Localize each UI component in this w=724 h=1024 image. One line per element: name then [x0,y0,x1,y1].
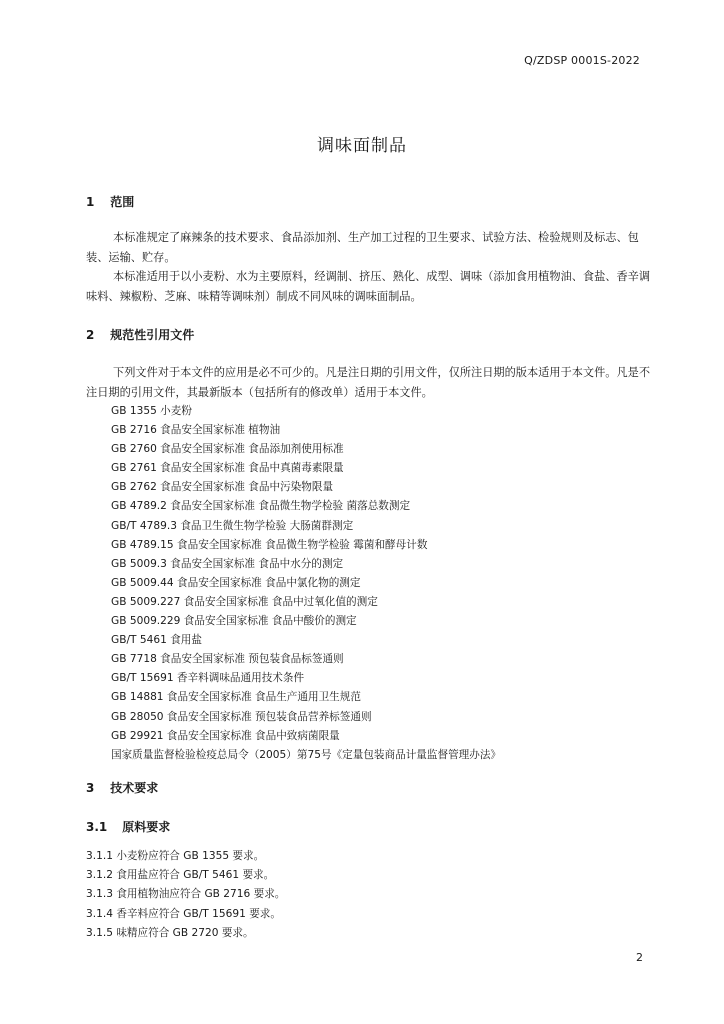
reference-item: GB 2716 食品安全国家标准 植物油 [111,424,281,437]
scope-paragraph-2: 本标准适用于以小麦粉、水为主要原料，经调制、挤压、熟化、成型、调味（添加食用植物油、食盐、香辛调味料、辣椒粉、芝麻、味精等调味剂）制成不同风味的调味面制品。 [86,270,651,303]
section-3-1-heading [86,818,170,835]
section-number: 3 [86,781,95,795]
page-title: 调味面制品 [317,136,407,156]
section-number: 2 [86,328,95,342]
reference-item: GB 2762 食品安全国家标准 食品中污染物限量 [111,481,334,494]
section-title: 范围 [110,195,135,209]
references-intro: 下列文件对于本文件的应用是必不可少的。凡是注日期的引用文件，仅所注日期的版本适用于本文件。凡是不注日期的引用文件，其最新版本（包括所有的修改单）适用于本文件。 [86,366,651,399]
reference-item: GB 28050 食品安全国家标准 预包装食品营养标签通则 [111,710,372,723]
reference-item: GB 29921 食品安全国家标准 食品中致病菌限量 [111,729,340,742]
section-title: 技术要求 [110,781,159,795]
reference-item: GB 5009.227 食品安全国家标准 食品中过氧化值的测定 [111,595,378,608]
reference-item: GB 2760 食品安全国家标准 食品添加剂使用标准 [111,443,344,456]
page-number: 2 [636,951,643,964]
reference-item: GB 7718 食品安全国家标准 预包装食品标签通则 [111,653,344,666]
requirement-item: 3.1.5 味精应符合 GB 2720 要求。 [86,926,254,939]
references-list [111,402,501,765]
reference-item: GB 1355 小麦粉 [111,405,192,417]
section-3-heading [86,779,158,796]
reference-item: GB 2761 食品安全国家标准 食品中真菌毒素限量 [111,462,344,475]
reference-item: GB 4789.15 食品安全国家标准 食品微生物学检验 霉菌和酵母计数 [111,538,428,551]
scope-paragraph-1: 本标准规定了麻辣条的技术要求、食品添加剂、生产加工过程的卫生要求、试验方法、检验规则及标志、包装、运输、贮存。 [86,231,639,264]
document-code: Q/ZDSP 0001S-2022 [524,54,640,67]
reference-item: GB 14881 食品安全国家标准 食品生产通用卫生规范 [111,691,361,704]
section-1-heading [86,193,134,210]
section-title: 规范性引用文件 [110,328,195,342]
requirement-item: 3.1.1 小麦粉应符合 GB 1355 要求。 [86,850,265,862]
section-2-heading [86,326,194,343]
reference-item: GB/T 5461 食用盐 [111,634,202,647]
requirement-item: 3.1.4 香辛料应符合 GB/T 15691 要求。 [86,907,281,920]
reference-item: 国家质量监督检验检疫总局令（2005）第75号《定量包装商品计量监督管理办法》 [111,748,502,761]
section-number: 3.1 [86,820,108,834]
reference-item: GB 5009.3 食品安全国家标准 食品中水分的测定 [111,557,344,570]
section-number: 1 [86,195,95,209]
reference-item: GB 5009.229 食品安全国家标准 食品中酸价的测定 [111,615,357,628]
reference-item: GB/T 4789.3 食品卫生微生物学检验 大肠菌群测定 [111,519,354,532]
requirement-item: 3.1.3 食用植物油应符合 GB 2716 要求。 [86,888,286,901]
reference-item: GB 5009.44 食品安全国家标准 食品中氯化物的测定 [111,576,361,589]
reference-item: GB/T 15691 香辛料调味品通用技术条件 [111,672,305,685]
reference-item: GB 4789.2 食品安全国家标准 食品微生物学检验 菌落总数测定 [111,500,411,513]
requirement-item: 3.1.2 食用盐应符合 GB/T 5461 要求。 [86,869,275,882]
section-title: 原料要求 [122,820,171,834]
raw-materials-list [86,847,285,943]
